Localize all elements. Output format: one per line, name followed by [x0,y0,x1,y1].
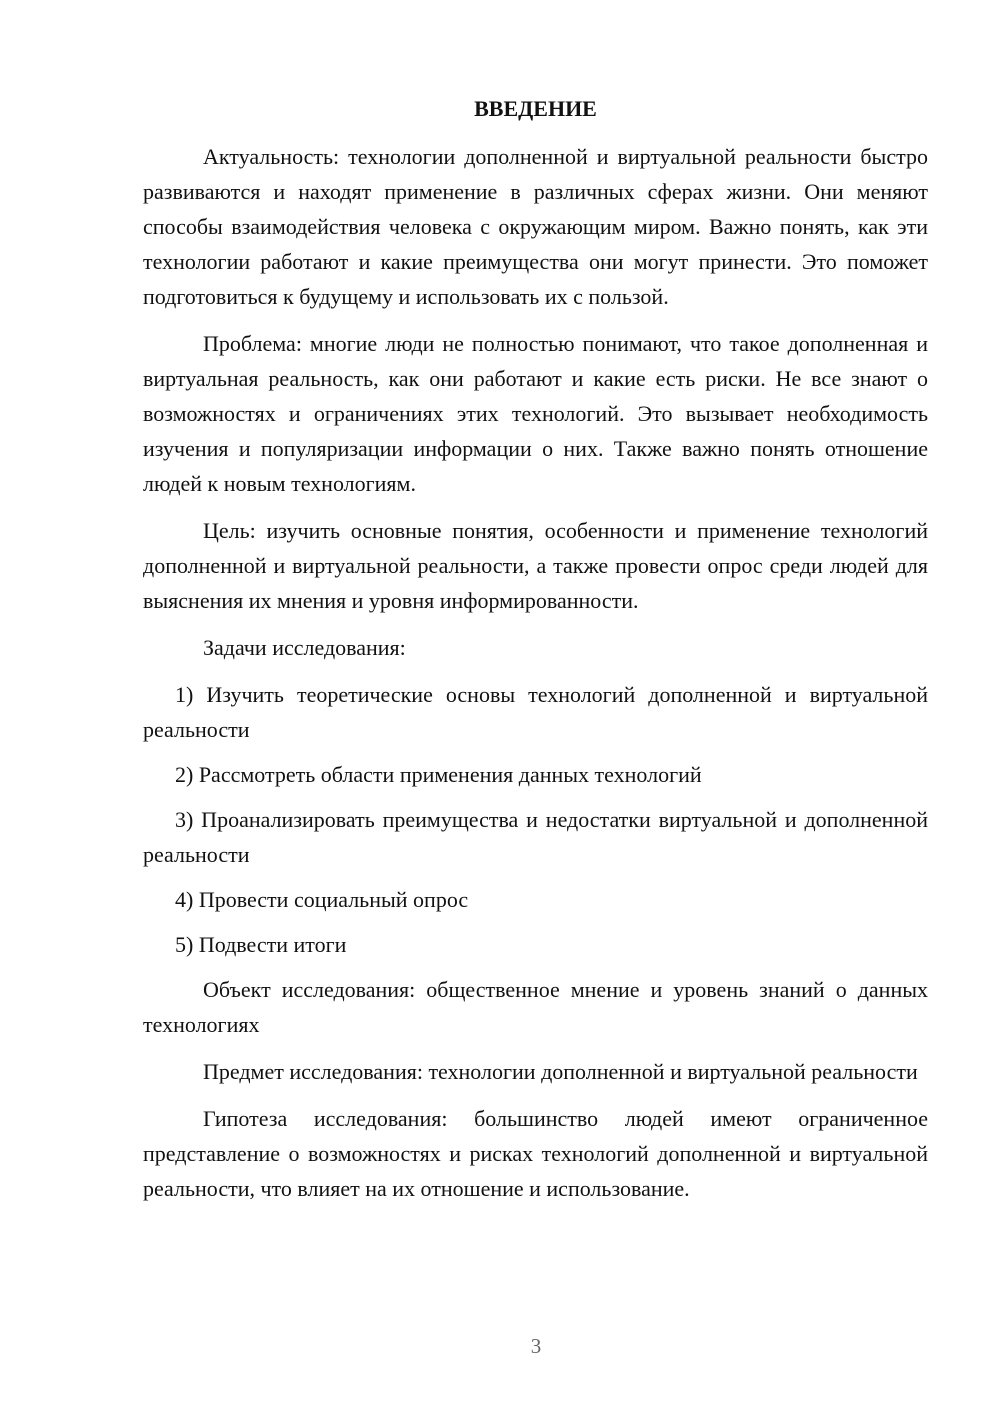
task-item: 4) Провести социальный опрос [175,887,469,912]
paragraph-object: Объект исследования: общественное мнение и уровень знаний о данных технологиях [143,977,928,1037]
task-item: 3) Проанализировать преимущества и недостатки виртуальной и дополненной реальности [143,807,928,867]
paragraph-subject: Предмет исследования: технологии дополненной и виртуальной реальности [203,1059,918,1084]
paragraph-tasks-intro: Задачи исследования: [203,635,406,660]
task-item: 5) Подвести итоги [175,932,347,957]
document-page [143,92,928,1218]
paragraph-goal: Цель: изучить основные понятия, особенности и применение технологий дополненной и виртуальной реальности, а также провести опрос среди людей для выяснения их мнения и уровня информированности. [143,518,928,613]
paragraph-problem: Проблема: многие люди не полностью понимают, что такое дополненная и виртуальная реальность, как они работают и какие есть риски. Не все знают о возможностях и ограничениях этих технологий. Это вызывает необходимость изучения и популяризации информации о них. Также важно понять отношение людей к новым технологиям. [143,331,928,496]
page-number: 3 [530,1334,542,1358]
task-item: 2) Рассмотреть области применения данных технологий [175,762,702,787]
paragraph-hypothesis: Гипотеза исследования: большинство людей имеют ограниченное представление о возможностях и рисках технологий дополненной и виртуальной реальности, что влияет на их отношение и использование. [143,1106,928,1201]
task-item: 1) Изучить теоретические основы технологий дополненной и виртуальной реальности [143,682,928,742]
paragraph-relevance: Актуальность: технологии дополненной и виртуальной реальности быстро развиваются и находят применение в различных сферах жизни. Они меняют способы взаимодействия человека с окружающим миром. Важно понять, как эти технологии работают и какие преимущества они могут принести. Это поможет подготовиться к будущему и использовать их с пользой. [143,144,928,309]
section-heading: ВВЕДЕНИЕ [474,96,597,121]
